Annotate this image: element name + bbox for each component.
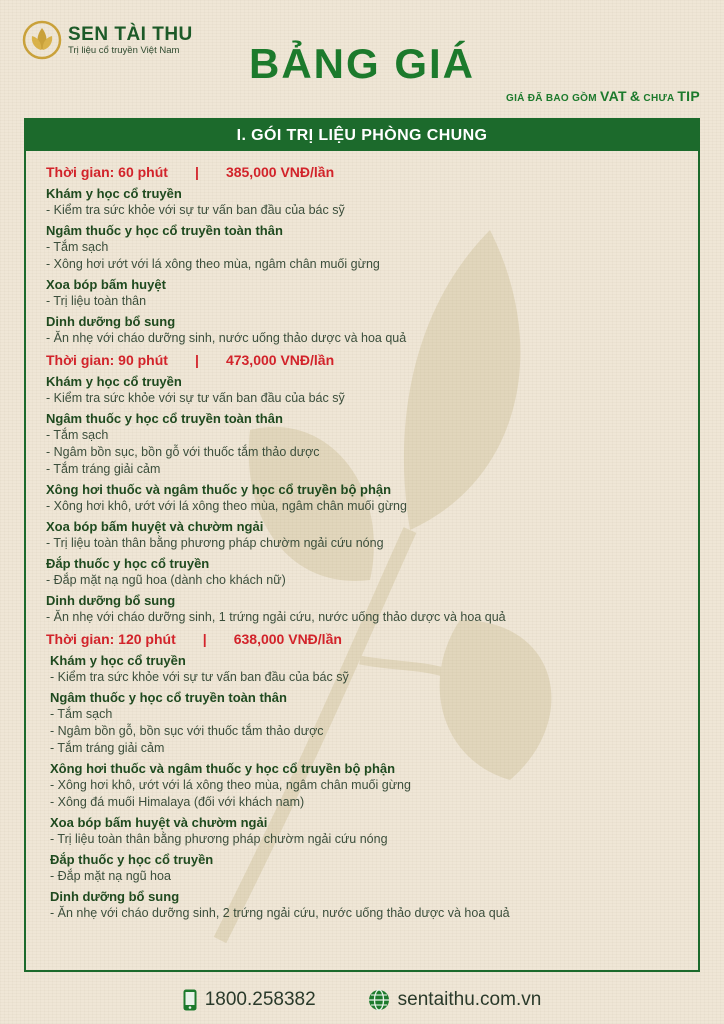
package-divider: | — [194, 352, 199, 368]
service-item: - Ăn nhẹ với cháo dưỡng sinh, 1 trứng ngải cứu, nước uống thảo dược và hoa quả — [46, 610, 506, 624]
service-item: - Tắm sạch — [46, 240, 109, 254]
service-item: - Xông hơi ướt với lá xông theo mùa, ngâm chân muối gừng — [46, 257, 380, 271]
service-item: - Kiểm tra sức khỏe với sự tư vấn ban đầu của bác sỹ — [50, 670, 349, 684]
service-item: - Trị liệu toàn thân bằng phương pháp chườm ngải cứu nóng — [46, 536, 384, 550]
section-title: I. GÓI TRỊ LIỆU PHÒNG CHUNG — [26, 120, 698, 151]
vat-chua: CHƯA — [643, 93, 675, 104]
package-divider: | — [202, 631, 207, 647]
package-block — [46, 163, 698, 347]
service-group-title: Dinh dưỡng bổ sung — [50, 889, 180, 904]
package-duration: Thời gian: 120 phút — [46, 631, 176, 647]
service-group-title: Khám y học cổ truyền — [50, 653, 186, 668]
package-price: 385,000 VNĐ/lần — [225, 164, 335, 180]
service-item: - Kiểm tra sức khỏe với sự tư vấn ban đầu của bác sỹ — [46, 391, 345, 405]
service-item: - Đắp mặt nạ ngũ hoa (dành cho khách nữ) — [46, 573, 286, 587]
service-group-title: Đắp thuốc y học cổ truyền — [46, 556, 210, 571]
tip-label: TIP — [677, 88, 700, 104]
service-group-title: Dinh dưỡng bổ sung — [46, 593, 176, 608]
service-group-title: Xoa bóp bấm huyệt và chườm ngải — [46, 519, 264, 534]
service-item: - Xông hơi khô, ướt với lá xông theo mùa, ngâm chân muối gừng — [50, 778, 411, 792]
service-item: - Đắp mặt nạ ngũ hoa — [50, 869, 171, 883]
service-item: - Ngâm bồn sục, bồn gỗ với thuốc tắm thảo dược — [46, 445, 320, 459]
service-group-title: Ngâm thuốc y học cổ truyền toàn thân — [46, 411, 283, 426]
price-table — [24, 118, 700, 972]
vat-note — [506, 88, 700, 104]
vat-prefix: GIÁ ĐÃ BAO GỒM — [506, 93, 597, 104]
package-price: 473,000 VNĐ/lần — [225, 352, 335, 368]
service-group-title: Dinh dưỡng bổ sung — [46, 314, 176, 329]
service-group-title: Xông hơi thuốc và ngâm thuốc y học cổ truyền bộ phận — [46, 482, 392, 497]
package-block — [46, 351, 698, 626]
vat-label: VAT — [599, 88, 627, 104]
service-item: - Trị liệu toàn thân — [46, 294, 147, 308]
brand-name: SEN TÀI THU — [68, 23, 193, 45]
service-group-title: Xông hơi thuốc và ngâm thuốc y học cổ truyền bộ phận — [50, 761, 396, 776]
service-item: - Ăn nhẹ với cháo dưỡng sinh, 2 trứng ngải cứu, nước uống thảo dược và hoa quả — [50, 906, 510, 920]
service-item: - Xông đá muối Himalaya (đối với khách nam) — [50, 795, 305, 809]
service-group-title: Khám y học cổ truyền — [46, 186, 182, 201]
website-link[interactable] — [368, 989, 542, 1011]
website-url: sentaithu.com.vn — [397, 989, 542, 1010]
service-item: - Kiểm tra sức khỏe với sự tư vấn ban đầu của bác sỹ — [46, 203, 345, 217]
service-item: - Xông hơi khô, ướt với lá xông theo mùa, ngâm chân muối gừng — [46, 499, 407, 513]
packages-list — [26, 151, 698, 922]
service-item: - Tắm tráng giải cảm — [46, 462, 161, 476]
service-item: - Ăn nhẹ với cháo dưỡng sinh, nước uống thảo dược và hoa quả — [46, 331, 407, 345]
phone-contact[interactable] — [183, 989, 316, 1011]
phone-icon — [183, 989, 197, 1011]
package-block — [46, 630, 698, 922]
package-header — [46, 163, 698, 182]
service-item: - Tắm sạch — [50, 707, 113, 721]
package-divider: | — [194, 164, 199, 180]
service-group-title: Ngâm thuốc y học cổ truyền toàn thân — [50, 690, 287, 705]
service-item: - Tắm tráng giải cảm — [50, 741, 165, 755]
package-header — [46, 630, 698, 649]
package-header — [46, 351, 698, 370]
service-item: - Ngâm bồn gỗ, bồn sục với thuốc tắm thảo dược — [50, 724, 324, 738]
footer — [0, 986, 724, 1014]
service-group-title: Đắp thuốc y học cổ truyền — [50, 852, 214, 867]
service-group-title: Ngâm thuốc y học cổ truyền toàn thân — [46, 223, 283, 238]
page-title: BẢNG GIÁ — [249, 40, 475, 87]
service-item: - Trị liệu toàn thân bằng phương pháp chườm ngải cứu nóng — [50, 832, 388, 846]
package-price: 638,000 VNĐ/lần — [233, 631, 342, 647]
service-group-title: Xoa bóp bấm huyệt và chườm ngải — [50, 815, 268, 830]
vat-amp: & — [629, 88, 641, 104]
service-group-title: Xoa bóp bấm huyệt — [46, 277, 166, 292]
globe-icon — [368, 989, 390, 1011]
package-duration: Thời gian: 60 phút — [46, 164, 168, 180]
brand-tagline: Trị liệu cổ truyền Việt Nam — [68, 44, 180, 56]
package-duration: Thời gian: 90 phút — [46, 352, 168, 368]
service-item: - Tắm sạch — [46, 428, 109, 442]
phone-number: 1800.258382 — [204, 989, 316, 1010]
service-group-title: Khám y học cổ truyền — [46, 374, 182, 389]
